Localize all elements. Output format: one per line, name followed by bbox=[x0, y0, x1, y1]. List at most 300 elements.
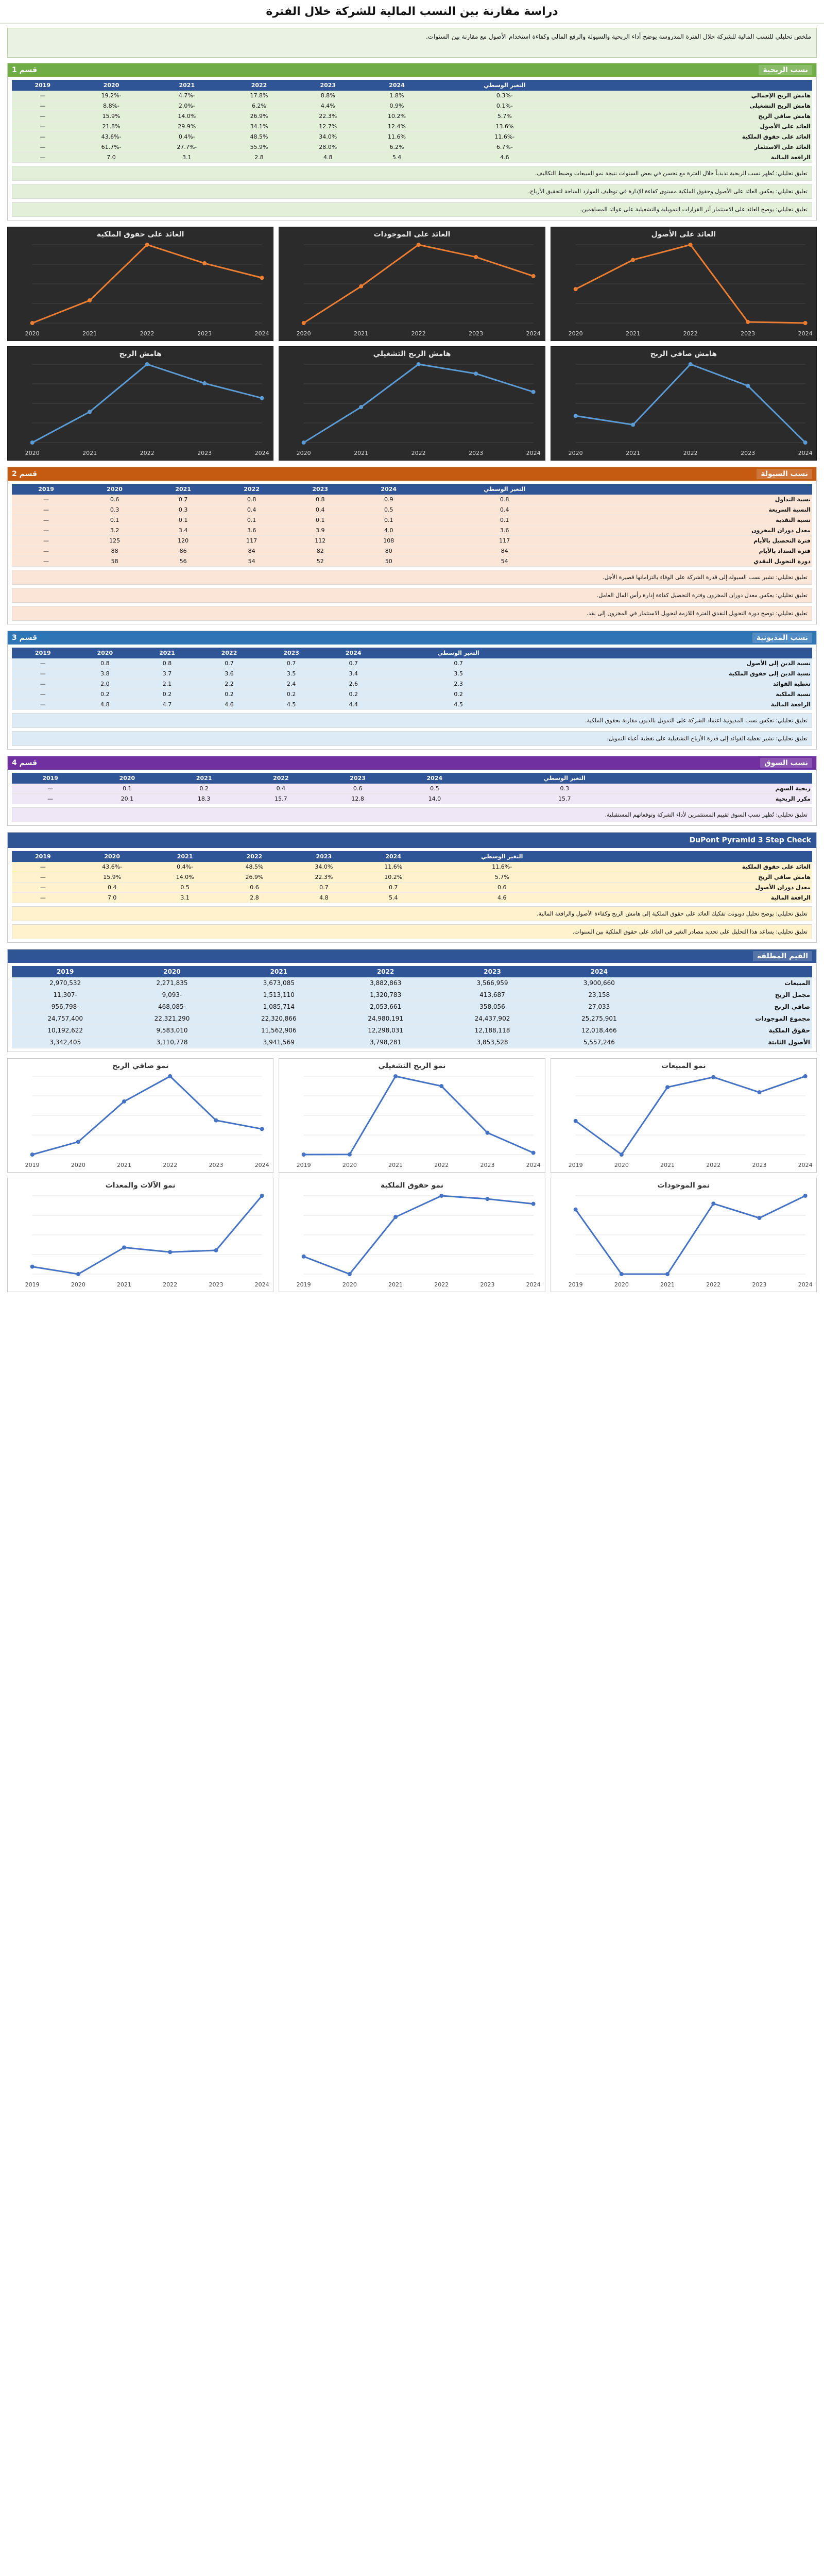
commentary-text: تعليق تحليلي: تُظهر نسب السوق تقييم المستثمرين لأداء الشركة وتوقعاتهم المستقبلية. bbox=[12, 807, 812, 822]
ratio-value: 7.0 bbox=[74, 152, 149, 163]
column-header: 2024 bbox=[546, 966, 653, 977]
commentary-text: تعليق تحليلي: تشير نسب السيولة إلى قدرة الشركة على الوفاء بالتزاماتها قصيرة الأجل. bbox=[12, 570, 812, 585]
x-tick-label: 2024 bbox=[526, 330, 541, 337]
x-tick-label: 2023 bbox=[469, 330, 484, 337]
x-tick-label: 2020 bbox=[71, 1162, 85, 1168]
data-point bbox=[348, 1153, 352, 1157]
column-header: 2021 bbox=[166, 773, 243, 784]
ratio-value: 18.3 bbox=[166, 794, 243, 804]
table-row bbox=[12, 1037, 812, 1048]
chart-card bbox=[279, 1178, 545, 1292]
ratio-value: -2.0% bbox=[149, 101, 225, 111]
commentary-text: تعليق تحليلي: يعكس معدل دوران المخزون وفترة التحصيل كفاءة إدارة رأس المال العامل. bbox=[12, 588, 812, 603]
data-point bbox=[359, 284, 364, 289]
ratio-value: 0.6 bbox=[80, 495, 149, 505]
ratio-value: -19.2% bbox=[74, 91, 149, 101]
column-header: 2022 bbox=[243, 773, 319, 784]
ratio-value: 108 bbox=[354, 536, 423, 546]
ratio-value: -11.6% bbox=[431, 132, 578, 142]
ratio-value: 14.0 bbox=[396, 794, 473, 804]
line-chart bbox=[551, 347, 816, 460]
ratio-name: العائد على الأصول bbox=[578, 122, 812, 132]
data-point bbox=[486, 1197, 490, 1201]
ratio-value: 0.2 bbox=[136, 689, 198, 700]
ratio-value: 0.2 bbox=[260, 689, 322, 700]
table-row bbox=[12, 142, 812, 152]
column-header: 2020 bbox=[74, 851, 150, 862]
line-chart bbox=[279, 1178, 544, 1292]
ratio-name: ربحية السهم bbox=[656, 784, 812, 794]
x-tick-label: 2023 bbox=[197, 450, 212, 456]
data-point bbox=[688, 362, 692, 366]
section-header-profitability bbox=[8, 63, 816, 77]
table-row bbox=[12, 526, 812, 536]
ratio-value: 4.5 bbox=[385, 700, 533, 710]
data-point bbox=[665, 1272, 670, 1276]
x-tick-label: 2020 bbox=[568, 330, 583, 337]
chart-title: نمو الموجودات bbox=[657, 1181, 710, 1190]
ratio-value: 0.7 bbox=[322, 658, 385, 669]
ratio-value: 117 bbox=[217, 536, 286, 546]
x-tick-label: 2022 bbox=[411, 330, 426, 337]
ratio-value: 17.8% bbox=[225, 91, 294, 101]
data-point bbox=[573, 414, 577, 418]
x-tick-label: 2020 bbox=[71, 1281, 85, 1288]
data-point bbox=[711, 1201, 715, 1206]
data-point bbox=[348, 1272, 352, 1276]
section-tag: قسم 3 bbox=[12, 634, 38, 642]
ratio-value: 12.4% bbox=[363, 122, 432, 132]
column-header: 2024 bbox=[396, 773, 473, 784]
column-header: 2019 bbox=[12, 648, 74, 658]
data-point bbox=[302, 440, 306, 445]
item-value: 10,192,622 bbox=[12, 1025, 118, 1037]
ratio-value: 50 bbox=[354, 556, 423, 567]
table-row bbox=[12, 495, 812, 505]
ratio-value: 12.7% bbox=[294, 122, 363, 132]
ratio-name: النسبة السريعة bbox=[586, 505, 812, 515]
section-profitability bbox=[7, 63, 817, 221]
ratio-value: 4.8 bbox=[74, 700, 136, 710]
item-value: 3,110,778 bbox=[118, 1037, 225, 1048]
ratio-value: 3.9 bbox=[286, 526, 354, 536]
ratio-value: 10.2% bbox=[358, 872, 428, 883]
ratio-value: -0.4% bbox=[150, 862, 220, 872]
data-point bbox=[260, 276, 264, 280]
section-tag: قسم 2 bbox=[12, 470, 38, 478]
data-point bbox=[803, 321, 807, 325]
section-header-market bbox=[8, 756, 816, 770]
x-tick-label: 2020 bbox=[342, 1162, 357, 1168]
totals-title: القيم المطلقة bbox=[753, 951, 812, 961]
ratio-value: -11.6% bbox=[428, 862, 576, 872]
table-row bbox=[12, 101, 812, 111]
ratio-value: 54 bbox=[423, 556, 586, 567]
table-row bbox=[12, 862, 812, 872]
ratio-value: 0.6 bbox=[428, 883, 576, 893]
chart-card bbox=[7, 346, 273, 461]
item-value: 12,188,118 bbox=[439, 1025, 545, 1037]
column-header: 2019 bbox=[12, 966, 118, 977]
ratio-value: 2.3 bbox=[385, 679, 533, 689]
ratio-value: 0.8 bbox=[217, 495, 286, 505]
commentary-text: تعليق تحليلي: توضح دورة التحويل النقدي الفترة اللازمة لتحويل الاستثمار في المخزون إلى نقد. bbox=[12, 606, 812, 621]
section-title: نسب السوق bbox=[760, 758, 812, 768]
item-value: 3,342,405 bbox=[12, 1037, 118, 1048]
ratio-value: 29.9% bbox=[149, 122, 225, 132]
column-header: 2021 bbox=[226, 966, 332, 977]
ratio-value: 80 bbox=[354, 546, 423, 556]
x-tick-label: 2021 bbox=[82, 330, 97, 337]
column-header: 2023 bbox=[289, 851, 358, 862]
column-header: 2021 bbox=[149, 484, 217, 495]
ratio-value: 8.8% bbox=[294, 91, 363, 101]
chart-title: نمو حقوق الملكية bbox=[380, 1181, 444, 1190]
x-tick-label: 2019 bbox=[297, 1281, 312, 1288]
charts-top-grid bbox=[7, 227, 817, 461]
section-tag: قسم 1 bbox=[12, 66, 38, 74]
x-tick-label: 2022 bbox=[434, 1162, 449, 1168]
ratio-value: 0.5 bbox=[396, 784, 473, 794]
ratio-value: — bbox=[12, 658, 74, 669]
ratio-value: 2.2 bbox=[198, 679, 261, 689]
ratio-value: 0.1 bbox=[89, 784, 165, 794]
table-row bbox=[12, 689, 812, 700]
section-title: نسب السيولة bbox=[757, 469, 812, 479]
data-point bbox=[417, 243, 421, 247]
column-header: 2019 bbox=[12, 484, 80, 495]
column-header: التغير الوسطي bbox=[431, 80, 578, 91]
ratio-value: 0.1 bbox=[286, 515, 354, 526]
ratio-value: 0.6 bbox=[220, 883, 289, 893]
ratio-value: 0.1 bbox=[149, 515, 217, 526]
commentary-text: تعليق تحليلي: يوضح العائد على الاستثمار أثر القرارات التمويلية والتشغيلية على عوائد المساهمين. bbox=[12, 202, 812, 217]
ratio-value: 0.8 bbox=[136, 658, 198, 669]
ratio-value: 120 bbox=[149, 536, 217, 546]
column-header: 2021 bbox=[149, 80, 225, 91]
ratio-name: نسبة التداول bbox=[586, 495, 812, 505]
ratio-value: 2.4 bbox=[260, 679, 322, 689]
x-tick-label: 2022 bbox=[434, 1281, 449, 1288]
ratio-value: — bbox=[12, 679, 74, 689]
x-tick-label: 2024 bbox=[254, 1281, 269, 1288]
ratio-value: -8.8% bbox=[74, 101, 149, 111]
item-name: مجموع الموجودات bbox=[653, 1013, 812, 1025]
ratio-name: الرافعة المالية bbox=[576, 893, 812, 903]
table-row bbox=[12, 91, 812, 101]
ratio-value: 4.4 bbox=[322, 700, 385, 710]
x-tick-label: 2023 bbox=[752, 1162, 767, 1168]
table-row bbox=[12, 515, 812, 526]
ratio-value: — bbox=[12, 495, 80, 505]
x-tick-label: 2021 bbox=[660, 1162, 675, 1168]
x-tick-label: 2022 bbox=[683, 330, 698, 337]
x-tick-label: 2022 bbox=[140, 450, 154, 456]
ratio-value: 58 bbox=[80, 556, 149, 567]
column-header: 2024 bbox=[358, 851, 428, 862]
x-tick-label: 2019 bbox=[568, 1162, 583, 1168]
ratio-value: 0.3 bbox=[80, 505, 149, 515]
ratio-value: 0.1 bbox=[423, 515, 586, 526]
data-point bbox=[202, 381, 207, 385]
chart-title: هامش صافي الربح bbox=[650, 350, 717, 358]
column-header: 2019 bbox=[12, 851, 74, 862]
ratio-value: 0.2 bbox=[74, 689, 136, 700]
item-name: صافي الربح bbox=[653, 1001, 812, 1013]
column-header: 2022 bbox=[332, 966, 439, 977]
ratio-value: 0.8 bbox=[286, 495, 354, 505]
ratio-value: -43.6% bbox=[74, 132, 149, 142]
section-title: نسب الربحية bbox=[759, 65, 812, 75]
ratio-value: 0.5 bbox=[354, 505, 423, 515]
ratio-value: 0.8 bbox=[74, 658, 136, 669]
table-row bbox=[12, 658, 812, 669]
chart-title: العائد على الموجودات bbox=[373, 230, 451, 239]
x-tick-label: 2021 bbox=[117, 1162, 132, 1168]
item-value: 12,298,031 bbox=[332, 1025, 439, 1037]
table-row bbox=[12, 111, 812, 122]
ratio-value: 0.8 bbox=[423, 495, 586, 505]
x-tick-label: 2024 bbox=[526, 1162, 541, 1168]
ratio-value: 15.7 bbox=[473, 794, 656, 804]
x-tick-label: 2023 bbox=[740, 330, 755, 337]
line-chart bbox=[279, 1059, 544, 1172]
ratio-value: 0.4 bbox=[74, 883, 150, 893]
ratio-name: العائد على الاستثمار bbox=[578, 142, 812, 152]
column-header: 2022 bbox=[220, 851, 289, 862]
ratio-value: — bbox=[12, 142, 74, 152]
ratio-value: 3.2 bbox=[80, 526, 149, 536]
ratio-value: 11.6% bbox=[363, 132, 432, 142]
x-tick-label: 2021 bbox=[660, 1281, 675, 1288]
ratio-value: — bbox=[12, 669, 74, 679]
ratio-value: 26.9% bbox=[220, 872, 289, 883]
ratio-value: -43.6% bbox=[74, 862, 150, 872]
column-header: 2020 bbox=[74, 80, 149, 91]
data-point bbox=[214, 1248, 218, 1252]
data-point bbox=[711, 1075, 715, 1079]
data-point bbox=[757, 1090, 761, 1094]
column-header: 2020 bbox=[89, 773, 165, 784]
data-point bbox=[168, 1074, 172, 1078]
column-header: التغير الوسطي bbox=[473, 773, 656, 784]
item-value: 23,158 bbox=[546, 989, 653, 1001]
section-tag: قسم 4 bbox=[12, 759, 38, 767]
ratio-value: 0.5 bbox=[150, 883, 220, 893]
data-point bbox=[474, 371, 478, 376]
column-header: 2024 bbox=[354, 484, 423, 495]
x-tick-label: 2024 bbox=[798, 1162, 813, 1168]
x-tick-label: 2023 bbox=[480, 1281, 495, 1288]
ratio-value: 0.4 bbox=[217, 505, 286, 515]
ratio-value: 15.7 bbox=[243, 794, 319, 804]
table-row bbox=[12, 989, 812, 1001]
chart-card bbox=[279, 227, 545, 341]
ratio-value: — bbox=[12, 122, 74, 132]
line-chart bbox=[551, 227, 816, 341]
ratio-value: 48.5% bbox=[220, 862, 289, 872]
chart-card bbox=[551, 346, 817, 461]
ratio-name: هامش صافي الربح bbox=[576, 872, 812, 883]
data-point bbox=[359, 405, 364, 409]
data-point bbox=[393, 1215, 398, 1219]
column-header: 2022 bbox=[225, 80, 294, 91]
data-point bbox=[202, 261, 207, 265]
ratio-value: 0.2 bbox=[198, 689, 261, 700]
table-row bbox=[12, 872, 812, 883]
line-chart bbox=[551, 1178, 816, 1292]
x-tick-label: 2022 bbox=[163, 1162, 178, 1168]
ratio-value: 15.9% bbox=[74, 111, 149, 122]
data-point bbox=[214, 1118, 218, 1123]
ratio-value: 5.4 bbox=[363, 152, 432, 163]
column-header-ratio bbox=[576, 851, 812, 862]
ratio-value: 5.7% bbox=[428, 872, 576, 883]
item-value: 2,053,661 bbox=[332, 1001, 439, 1013]
x-tick-label: 2022 bbox=[163, 1281, 178, 1288]
line-chart bbox=[279, 227, 544, 341]
commentary-text: تعليق تحليلي: تعكس نسب المديونية اعتماد الشركة على التمويل بالديون مقارنة بحقوق الملكية. bbox=[12, 713, 812, 728]
x-tick-label: 2022 bbox=[411, 450, 426, 456]
ratio-value: 13.6% bbox=[431, 122, 578, 132]
ratio-value: 20.1 bbox=[89, 794, 165, 804]
item-value: 25,275,901 bbox=[546, 1013, 653, 1025]
chart-card bbox=[279, 346, 545, 461]
chart-card bbox=[551, 227, 817, 341]
ratio-value: — bbox=[12, 526, 80, 536]
chart-title: العائد على حقوق الملكية bbox=[96, 230, 184, 239]
table-row bbox=[12, 794, 812, 804]
data-point bbox=[30, 1265, 35, 1269]
ratio-value: 5.4 bbox=[358, 893, 428, 903]
data-point bbox=[145, 362, 149, 366]
data-point bbox=[631, 422, 635, 427]
ratio-value: 0.3 bbox=[473, 784, 656, 794]
column-header-ratio bbox=[656, 773, 812, 784]
table-row bbox=[12, 977, 812, 989]
ratio-value: 0.4 bbox=[423, 505, 586, 515]
ratio-value: 4.8 bbox=[294, 152, 363, 163]
ratio-value: 0.1 bbox=[80, 515, 149, 526]
x-tick-label: 2024 bbox=[526, 450, 541, 456]
ratio-name: نسبة الدين إلى حقوق الملكية bbox=[533, 669, 812, 679]
ratio-value: — bbox=[12, 862, 74, 872]
x-tick-label: 2024 bbox=[254, 1162, 269, 1168]
ratio-value: 2.1 bbox=[136, 679, 198, 689]
x-tick-label: 2021 bbox=[354, 330, 369, 337]
ratio-value: 3.6 bbox=[423, 526, 586, 536]
ratio-value: 3.1 bbox=[150, 893, 220, 903]
table-row bbox=[12, 556, 812, 567]
column-header: 2022 bbox=[217, 484, 286, 495]
item-value: 358,056 bbox=[439, 1001, 545, 1013]
item-value: 24,980,191 bbox=[332, 1013, 439, 1025]
ratio-value: 56 bbox=[149, 556, 217, 567]
ratio-value: 22.3% bbox=[294, 111, 363, 122]
ratio-value: 15.9% bbox=[74, 872, 150, 883]
line-chart bbox=[279, 347, 544, 460]
ratio-value: — bbox=[12, 794, 89, 804]
ratio-value: 26.9% bbox=[225, 111, 294, 122]
ratio-value: 10.2% bbox=[363, 111, 432, 122]
charts-bottom-grid bbox=[7, 1058, 817, 1292]
ratio-value: — bbox=[12, 515, 80, 526]
chart-card bbox=[551, 1058, 817, 1173]
line-chart bbox=[551, 1059, 816, 1172]
line-chart bbox=[8, 347, 273, 460]
ratio-name: مكرر الربحية bbox=[656, 794, 812, 804]
data-point bbox=[260, 1194, 264, 1198]
section-header-liquidity bbox=[8, 467, 816, 481]
ratio-value: 0.1 bbox=[354, 515, 423, 526]
ratio-value: 2.8 bbox=[225, 152, 294, 163]
ratio-value: — bbox=[12, 784, 89, 794]
ratio-value: 21.8% bbox=[74, 122, 149, 132]
line-chart bbox=[8, 227, 273, 341]
ratio-value: -0.1% bbox=[431, 101, 578, 111]
chart-title: هامش الربح bbox=[119, 350, 162, 358]
chart-title: هامش الربح التشغيلي bbox=[373, 350, 451, 358]
ratio-value: — bbox=[12, 505, 80, 515]
table-row bbox=[12, 700, 812, 710]
x-tick-label: 2024 bbox=[798, 330, 813, 337]
ratio-value: 34.1% bbox=[225, 122, 294, 132]
commentary-text: تعليق تحليلي: تُظهر نسب الربحية تذبذباً خلال الفترة مع تحسن في بعض السنوات نتيجة نمو المبيعات وضبط التكاليف. bbox=[12, 166, 812, 181]
chart-title: نمو الآلات والمعدات bbox=[105, 1181, 176, 1190]
x-tick-label: 2023 bbox=[480, 1162, 495, 1168]
column-header: التغير الوسطي bbox=[428, 851, 576, 862]
ratio-value: 0.7 bbox=[260, 658, 322, 669]
ratio-name: معدل دوران الأصول bbox=[576, 883, 812, 893]
data-point bbox=[746, 320, 750, 324]
column-header: 2020 bbox=[118, 966, 225, 977]
x-tick-label: 2022 bbox=[706, 1281, 720, 1288]
item-value: 9,583,010 bbox=[118, 1025, 225, 1037]
item-value: -468,085 bbox=[118, 1001, 225, 1013]
data-point bbox=[620, 1153, 624, 1157]
item-value: 11,562,906 bbox=[226, 1025, 332, 1037]
column-header-item bbox=[653, 966, 812, 977]
report-summary: ملخص تحليلي للنسب المالية للشركة خلال الفترة المدروسة يوضح أداء الربحية والسيولة والرفع المالي وكفاءة استخدام الأصول مع مقارنة بين السنوات. bbox=[7, 28, 817, 58]
item-value: 12,018,466 bbox=[546, 1025, 653, 1037]
x-tick-label: 2021 bbox=[388, 1281, 403, 1288]
ratio-name: نسبة النقدية bbox=[586, 515, 812, 526]
ratio-value: 84 bbox=[217, 546, 286, 556]
column-header-ratio bbox=[586, 484, 812, 495]
ratio-value: 28.0% bbox=[294, 142, 363, 152]
ratio-name: العائد على حقوق الملكية bbox=[576, 862, 812, 872]
ratio-value: 125 bbox=[80, 536, 149, 546]
ratio-value: 4.5 bbox=[260, 700, 322, 710]
column-header: 2024 bbox=[363, 80, 432, 91]
dupont-section bbox=[7, 832, 817, 943]
ratio-value: — bbox=[12, 883, 74, 893]
x-tick-label: 2020 bbox=[25, 330, 40, 337]
ratio-value: 0.2 bbox=[166, 784, 243, 794]
ratio-value: 4.4% bbox=[294, 101, 363, 111]
chart-card bbox=[279, 1058, 545, 1173]
dupont-table bbox=[12, 851, 812, 903]
ratio-value: 3.8 bbox=[74, 669, 136, 679]
column-header: 2021 bbox=[150, 851, 220, 862]
data-point bbox=[122, 1245, 126, 1249]
item-value: -11,307 bbox=[12, 989, 118, 1001]
section-liquidity bbox=[7, 467, 817, 624]
totals-header bbox=[8, 950, 816, 963]
table-row bbox=[12, 132, 812, 142]
data-point bbox=[531, 274, 536, 278]
ratio-value: 3.1 bbox=[149, 152, 225, 163]
